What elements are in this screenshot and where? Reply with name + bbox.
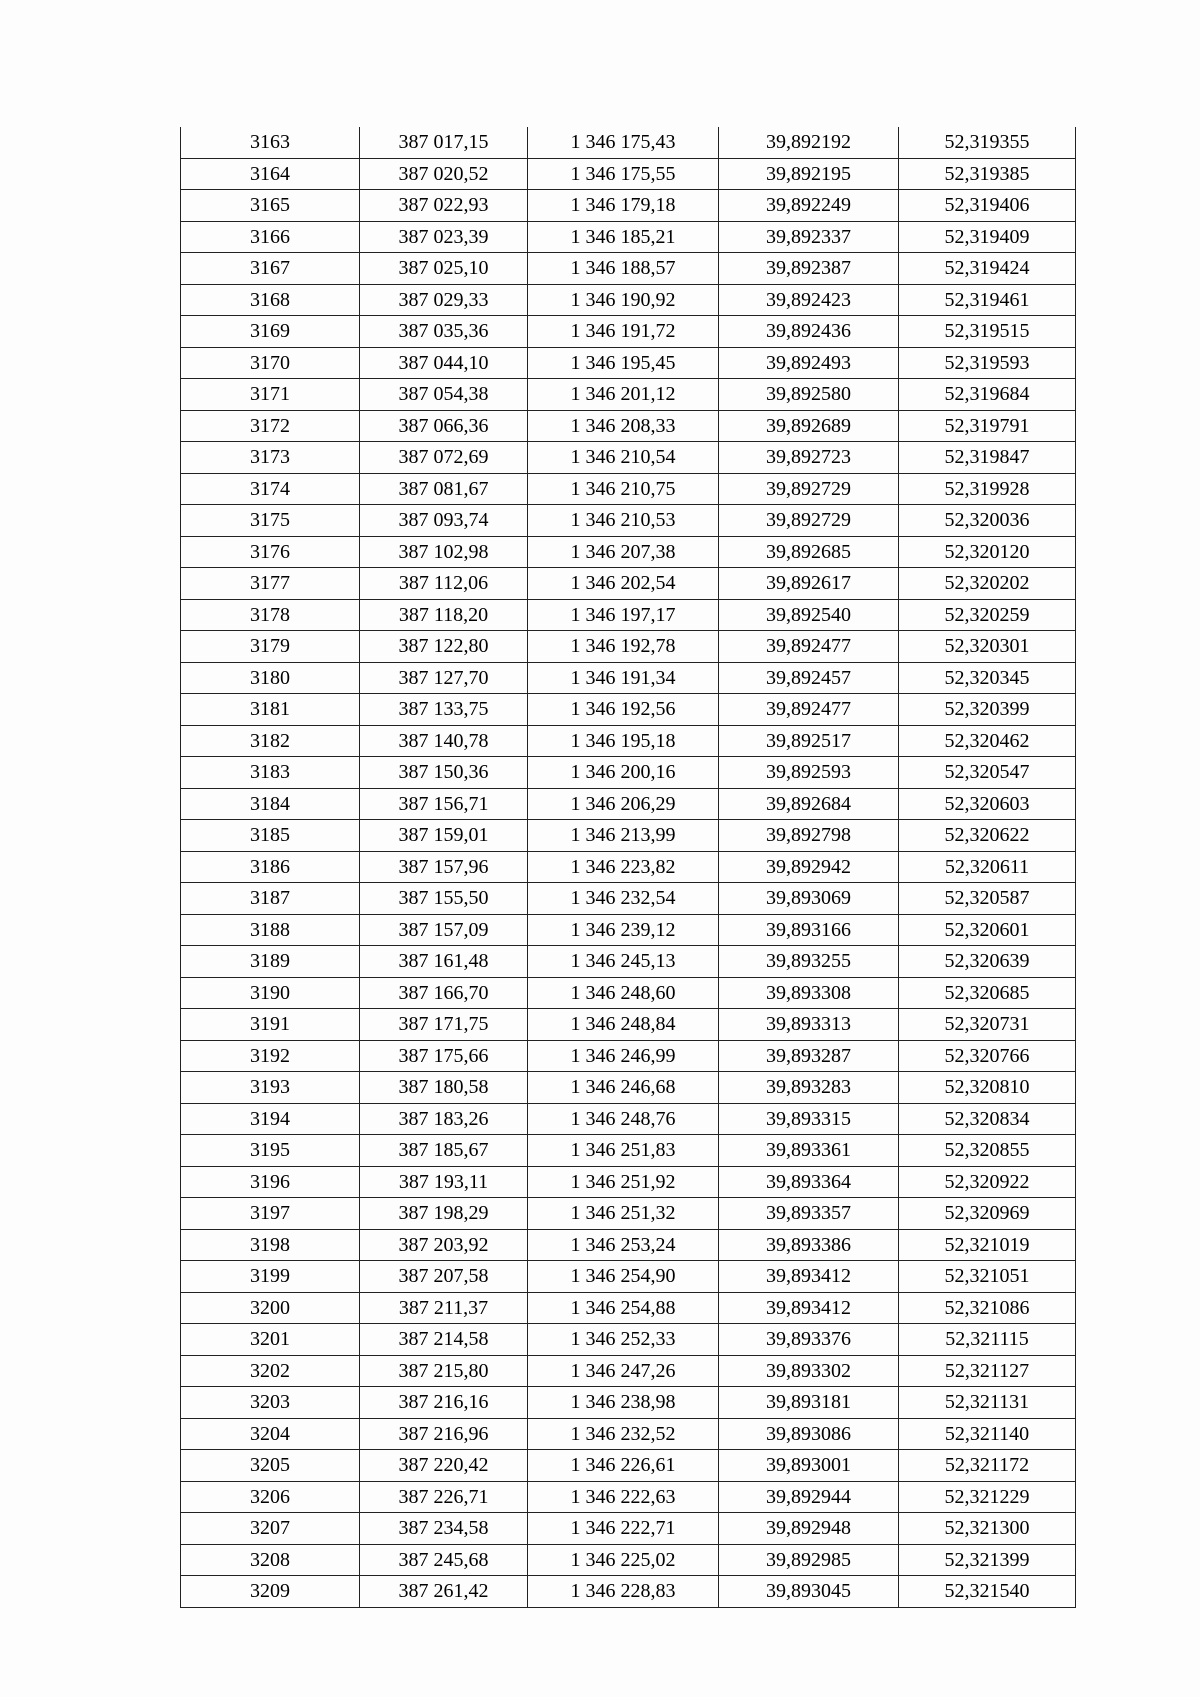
longitude-cell: 39,892729 bbox=[719, 473, 899, 505]
x-coordinate-cell: 387 193,11 bbox=[360, 1166, 528, 1198]
x-coordinate-cell: 387 175,66 bbox=[360, 1040, 528, 1072]
point-number-cell: 3192 bbox=[181, 1040, 360, 1072]
point-number-cell: 3164 bbox=[181, 158, 360, 190]
latitude-cell: 52,320603 bbox=[899, 788, 1076, 820]
x-coordinate-cell: 387 140,78 bbox=[360, 725, 528, 757]
table-row bbox=[181, 1103, 1076, 1135]
table-row bbox=[181, 347, 1076, 379]
y-coordinate-cell: 1 346 247,26 bbox=[528, 1355, 719, 1387]
point-number-cell: 3198 bbox=[181, 1229, 360, 1261]
y-coordinate-cell: 1 346 238,98 bbox=[528, 1387, 719, 1419]
y-coordinate-cell: 1 346 179,18 bbox=[528, 190, 719, 222]
y-coordinate-cell: 1 346 251,83 bbox=[528, 1135, 719, 1167]
x-coordinate-cell: 387 127,70 bbox=[360, 662, 528, 694]
point-number-cell: 3203 bbox=[181, 1387, 360, 1419]
latitude-cell: 52,321300 bbox=[899, 1513, 1076, 1545]
latitude-cell: 52,319791 bbox=[899, 410, 1076, 442]
x-coordinate-cell: 387 122,80 bbox=[360, 631, 528, 663]
x-coordinate-cell: 387 198,29 bbox=[360, 1198, 528, 1230]
table-row bbox=[181, 599, 1076, 631]
point-number-cell: 3172 bbox=[181, 410, 360, 442]
y-coordinate-cell: 1 346 197,17 bbox=[528, 599, 719, 631]
point-number-cell: 3182 bbox=[181, 725, 360, 757]
y-coordinate-cell: 1 346 222,63 bbox=[528, 1481, 719, 1513]
longitude-cell: 39,893086 bbox=[719, 1418, 899, 1450]
latitude-cell: 52,320202 bbox=[899, 568, 1076, 600]
table-row bbox=[181, 1387, 1076, 1419]
table-row bbox=[181, 127, 1076, 158]
latitude-cell: 52,320922 bbox=[899, 1166, 1076, 1198]
y-coordinate-cell: 1 346 206,29 bbox=[528, 788, 719, 820]
y-coordinate-cell: 1 346 245,13 bbox=[528, 946, 719, 978]
x-coordinate-cell: 387 166,70 bbox=[360, 977, 528, 1009]
table-row bbox=[181, 1450, 1076, 1482]
table-row bbox=[181, 977, 1076, 1009]
table-row bbox=[181, 1544, 1076, 1576]
longitude-cell: 39,893308 bbox=[719, 977, 899, 1009]
latitude-cell: 52,321086 bbox=[899, 1292, 1076, 1324]
latitude-cell: 52,320345 bbox=[899, 662, 1076, 694]
longitude-cell: 39,892944 bbox=[719, 1481, 899, 1513]
x-coordinate-cell: 387 020,52 bbox=[360, 158, 528, 190]
table-row bbox=[181, 1418, 1076, 1450]
point-number-cell: 3181 bbox=[181, 694, 360, 726]
latitude-cell: 52,321127 bbox=[899, 1355, 1076, 1387]
longitude-cell: 39,893283 bbox=[719, 1072, 899, 1104]
longitude-cell: 39,892457 bbox=[719, 662, 899, 694]
longitude-cell: 39,893412 bbox=[719, 1261, 899, 1293]
y-coordinate-cell: 1 346 191,34 bbox=[528, 662, 719, 694]
point-number-cell: 3189 bbox=[181, 946, 360, 978]
table-row bbox=[181, 505, 1076, 537]
longitude-cell: 39,893364 bbox=[719, 1166, 899, 1198]
point-number-cell: 3191 bbox=[181, 1009, 360, 1041]
table-row bbox=[181, 442, 1076, 474]
longitude-cell: 39,893255 bbox=[719, 946, 899, 978]
latitude-cell: 52,319406 bbox=[899, 190, 1076, 222]
longitude-cell: 39,892948 bbox=[719, 1513, 899, 1545]
table-row bbox=[181, 1166, 1076, 1198]
x-coordinate-cell: 387 159,01 bbox=[360, 820, 528, 852]
longitude-cell: 39,893181 bbox=[719, 1387, 899, 1419]
point-number-cell: 3196 bbox=[181, 1166, 360, 1198]
latitude-cell: 52,319409 bbox=[899, 221, 1076, 253]
point-number-cell: 3199 bbox=[181, 1261, 360, 1293]
x-coordinate-cell: 387 211,37 bbox=[360, 1292, 528, 1324]
x-coordinate-cell: 387 226,71 bbox=[360, 1481, 528, 1513]
longitude-cell: 39,892985 bbox=[719, 1544, 899, 1576]
y-coordinate-cell: 1 346 225,02 bbox=[528, 1544, 719, 1576]
latitude-cell: 52,320601 bbox=[899, 914, 1076, 946]
longitude-cell: 39,892617 bbox=[719, 568, 899, 600]
point-number-cell: 3193 bbox=[181, 1072, 360, 1104]
table-row bbox=[181, 1261, 1076, 1293]
y-coordinate-cell: 1 346 246,99 bbox=[528, 1040, 719, 1072]
x-coordinate-cell: 387 171,75 bbox=[360, 1009, 528, 1041]
latitude-cell: 52,319847 bbox=[899, 442, 1076, 474]
latitude-cell: 52,321140 bbox=[899, 1418, 1076, 1450]
longitude-cell: 39,893376 bbox=[719, 1324, 899, 1356]
x-coordinate-cell: 387 216,16 bbox=[360, 1387, 528, 1419]
table-row bbox=[181, 1481, 1076, 1513]
y-coordinate-cell: 1 346 213,99 bbox=[528, 820, 719, 852]
x-coordinate-cell: 387 207,58 bbox=[360, 1261, 528, 1293]
point-number-cell: 3179 bbox=[181, 631, 360, 663]
x-coordinate-cell: 387 054,38 bbox=[360, 379, 528, 411]
x-coordinate-cell: 387 180,58 bbox=[360, 1072, 528, 1104]
point-number-cell: 3166 bbox=[181, 221, 360, 253]
point-number-cell: 3165 bbox=[181, 190, 360, 222]
point-number-cell: 3178 bbox=[181, 599, 360, 631]
longitude-cell: 39,892493 bbox=[719, 347, 899, 379]
longitude-cell: 39,892942 bbox=[719, 851, 899, 883]
y-coordinate-cell: 1 346 226,61 bbox=[528, 1450, 719, 1482]
table-row bbox=[181, 1009, 1076, 1041]
point-number-cell: 3176 bbox=[181, 536, 360, 568]
y-coordinate-cell: 1 346 232,52 bbox=[528, 1418, 719, 1450]
longitude-cell: 39,893001 bbox=[719, 1450, 899, 1482]
longitude-cell: 39,893287 bbox=[719, 1040, 899, 1072]
table-row bbox=[181, 1198, 1076, 1230]
y-coordinate-cell: 1 346 200,16 bbox=[528, 757, 719, 789]
y-coordinate-cell: 1 346 188,57 bbox=[528, 253, 719, 285]
point-number-cell: 3183 bbox=[181, 757, 360, 789]
table-row bbox=[181, 221, 1076, 253]
point-number-cell: 3186 bbox=[181, 851, 360, 883]
latitude-cell: 52,321019 bbox=[899, 1229, 1076, 1261]
y-coordinate-cell: 1 346 248,60 bbox=[528, 977, 719, 1009]
longitude-cell: 39,892798 bbox=[719, 820, 899, 852]
y-coordinate-cell: 1 346 191,72 bbox=[528, 316, 719, 348]
longitude-cell: 39,892689 bbox=[719, 410, 899, 442]
coordinates-table-body bbox=[181, 127, 1076, 1607]
x-coordinate-cell: 387 029,33 bbox=[360, 284, 528, 316]
y-coordinate-cell: 1 346 252,33 bbox=[528, 1324, 719, 1356]
longitude-cell: 39,893166 bbox=[719, 914, 899, 946]
point-number-cell: 3188 bbox=[181, 914, 360, 946]
x-coordinate-cell: 387 022,93 bbox=[360, 190, 528, 222]
latitude-cell: 52,320036 bbox=[899, 505, 1076, 537]
x-coordinate-cell: 387 155,50 bbox=[360, 883, 528, 915]
x-coordinate-cell: 387 093,74 bbox=[360, 505, 528, 537]
latitude-cell: 52,320855 bbox=[899, 1135, 1076, 1167]
y-coordinate-cell: 1 346 202,54 bbox=[528, 568, 719, 600]
y-coordinate-cell: 1 346 192,78 bbox=[528, 631, 719, 663]
longitude-cell: 39,893313 bbox=[719, 1009, 899, 1041]
x-coordinate-cell: 387 025,10 bbox=[360, 253, 528, 285]
longitude-cell: 39,893361 bbox=[719, 1135, 899, 1167]
longitude-cell: 39,892195 bbox=[719, 158, 899, 190]
coordinates-table bbox=[180, 127, 1076, 1608]
point-number-cell: 3185 bbox=[181, 820, 360, 852]
point-number-cell: 3174 bbox=[181, 473, 360, 505]
table-row bbox=[181, 662, 1076, 694]
latitude-cell: 52,320969 bbox=[899, 1198, 1076, 1230]
latitude-cell: 52,321540 bbox=[899, 1576, 1076, 1608]
latitude-cell: 52,320462 bbox=[899, 725, 1076, 757]
x-coordinate-cell: 387 185,67 bbox=[360, 1135, 528, 1167]
x-coordinate-cell: 387 133,75 bbox=[360, 694, 528, 726]
latitude-cell: 52,319424 bbox=[899, 253, 1076, 285]
point-number-cell: 3202 bbox=[181, 1355, 360, 1387]
table-row bbox=[181, 851, 1076, 883]
x-coordinate-cell: 387 161,48 bbox=[360, 946, 528, 978]
point-number-cell: 3195 bbox=[181, 1135, 360, 1167]
x-coordinate-cell: 387 044,10 bbox=[360, 347, 528, 379]
latitude-cell: 52,319684 bbox=[899, 379, 1076, 411]
table-row bbox=[181, 473, 1076, 505]
x-coordinate-cell: 387 220,42 bbox=[360, 1450, 528, 1482]
x-coordinate-cell: 387 203,92 bbox=[360, 1229, 528, 1261]
latitude-cell: 52,320766 bbox=[899, 1040, 1076, 1072]
point-number-cell: 3173 bbox=[181, 442, 360, 474]
table-row bbox=[181, 914, 1076, 946]
y-coordinate-cell: 1 346 232,54 bbox=[528, 883, 719, 915]
table-row bbox=[181, 1513, 1076, 1545]
table-row bbox=[181, 158, 1076, 190]
longitude-cell: 39,893386 bbox=[719, 1229, 899, 1261]
point-number-cell: 3187 bbox=[181, 883, 360, 915]
x-coordinate-cell: 387 156,71 bbox=[360, 788, 528, 820]
x-coordinate-cell: 387 150,36 bbox=[360, 757, 528, 789]
y-coordinate-cell: 1 346 208,33 bbox=[528, 410, 719, 442]
x-coordinate-cell: 387 157,96 bbox=[360, 851, 528, 883]
y-coordinate-cell: 1 346 223,82 bbox=[528, 851, 719, 883]
x-coordinate-cell: 387 261,42 bbox=[360, 1576, 528, 1608]
latitude-cell: 52,321172 bbox=[899, 1450, 1076, 1482]
latitude-cell: 52,319928 bbox=[899, 473, 1076, 505]
table-row bbox=[181, 631, 1076, 663]
point-number-cell: 3206 bbox=[181, 1481, 360, 1513]
x-coordinate-cell: 387 066,36 bbox=[360, 410, 528, 442]
x-coordinate-cell: 387 035,36 bbox=[360, 316, 528, 348]
y-coordinate-cell: 1 346 210,54 bbox=[528, 442, 719, 474]
point-number-cell: 3194 bbox=[181, 1103, 360, 1135]
point-number-cell: 3175 bbox=[181, 505, 360, 537]
latitude-cell: 52,319515 bbox=[899, 316, 1076, 348]
x-coordinate-cell: 387 214,58 bbox=[360, 1324, 528, 1356]
table-row bbox=[181, 725, 1076, 757]
point-number-cell: 3205 bbox=[181, 1450, 360, 1482]
table-row bbox=[181, 410, 1076, 442]
y-coordinate-cell: 1 346 210,75 bbox=[528, 473, 719, 505]
y-coordinate-cell: 1 346 228,83 bbox=[528, 1576, 719, 1608]
longitude-cell: 39,892593 bbox=[719, 757, 899, 789]
longitude-cell: 39,892517 bbox=[719, 725, 899, 757]
table-row bbox=[181, 757, 1076, 789]
latitude-cell: 52,319355 bbox=[899, 127, 1076, 158]
latitude-cell: 52,320399 bbox=[899, 694, 1076, 726]
x-coordinate-cell: 387 081,67 bbox=[360, 473, 528, 505]
y-coordinate-cell: 1 346 248,84 bbox=[528, 1009, 719, 1041]
latitude-cell: 52,319593 bbox=[899, 347, 1076, 379]
table-row bbox=[181, 788, 1076, 820]
latitude-cell: 52,320834 bbox=[899, 1103, 1076, 1135]
longitude-cell: 39,892423 bbox=[719, 284, 899, 316]
latitude-cell: 52,320259 bbox=[899, 599, 1076, 631]
point-number-cell: 3171 bbox=[181, 379, 360, 411]
table-row bbox=[181, 253, 1076, 285]
y-coordinate-cell: 1 346 251,32 bbox=[528, 1198, 719, 1230]
point-number-cell: 3200 bbox=[181, 1292, 360, 1324]
latitude-cell: 52,319385 bbox=[899, 158, 1076, 190]
table-row bbox=[181, 536, 1076, 568]
point-number-cell: 3163 bbox=[181, 127, 360, 158]
y-coordinate-cell: 1 346 253,24 bbox=[528, 1229, 719, 1261]
longitude-cell: 39,892192 bbox=[719, 127, 899, 158]
point-number-cell: 3167 bbox=[181, 253, 360, 285]
x-coordinate-cell: 387 183,26 bbox=[360, 1103, 528, 1135]
table-row bbox=[181, 1576, 1076, 1608]
point-number-cell: 3204 bbox=[181, 1418, 360, 1450]
table-row bbox=[181, 316, 1076, 348]
y-coordinate-cell: 1 346 190,92 bbox=[528, 284, 719, 316]
y-coordinate-cell: 1 346 246,68 bbox=[528, 1072, 719, 1104]
latitude-cell: 52,321131 bbox=[899, 1387, 1076, 1419]
table-row bbox=[181, 1040, 1076, 1072]
x-coordinate-cell: 387 215,80 bbox=[360, 1355, 528, 1387]
y-coordinate-cell: 1 346 207,38 bbox=[528, 536, 719, 568]
point-number-cell: 3208 bbox=[181, 1544, 360, 1576]
latitude-cell: 52,321051 bbox=[899, 1261, 1076, 1293]
longitude-cell: 39,893357 bbox=[719, 1198, 899, 1230]
y-coordinate-cell: 1 346 254,90 bbox=[528, 1261, 719, 1293]
table-row bbox=[181, 568, 1076, 600]
table-row bbox=[181, 190, 1076, 222]
y-coordinate-cell: 1 346 210,53 bbox=[528, 505, 719, 537]
point-number-cell: 3169 bbox=[181, 316, 360, 348]
latitude-cell: 52,320120 bbox=[899, 536, 1076, 568]
longitude-cell: 39,892477 bbox=[719, 631, 899, 663]
longitude-cell: 39,892337 bbox=[719, 221, 899, 253]
table-row bbox=[181, 946, 1076, 978]
y-coordinate-cell: 1 346 185,21 bbox=[528, 221, 719, 253]
y-coordinate-cell: 1 346 195,18 bbox=[528, 725, 719, 757]
longitude-cell: 39,892249 bbox=[719, 190, 899, 222]
point-number-cell: 3209 bbox=[181, 1576, 360, 1608]
latitude-cell: 52,319461 bbox=[899, 284, 1076, 316]
longitude-cell: 39,892436 bbox=[719, 316, 899, 348]
point-number-cell: 3197 bbox=[181, 1198, 360, 1230]
latitude-cell: 52,320685 bbox=[899, 977, 1076, 1009]
y-coordinate-cell: 1 346 201,12 bbox=[528, 379, 719, 411]
y-coordinate-cell: 1 346 239,12 bbox=[528, 914, 719, 946]
longitude-cell: 39,892580 bbox=[719, 379, 899, 411]
table-row bbox=[181, 284, 1076, 316]
latitude-cell: 52,320810 bbox=[899, 1072, 1076, 1104]
y-coordinate-cell: 1 346 175,55 bbox=[528, 158, 719, 190]
latitude-cell: 52,320301 bbox=[899, 631, 1076, 663]
point-number-cell: 3177 bbox=[181, 568, 360, 600]
y-coordinate-cell: 1 346 251,92 bbox=[528, 1166, 719, 1198]
table-row bbox=[181, 379, 1076, 411]
y-coordinate-cell: 1 346 175,43 bbox=[528, 127, 719, 158]
table-row bbox=[181, 1292, 1076, 1324]
longitude-cell: 39,892540 bbox=[719, 599, 899, 631]
table-row bbox=[181, 1229, 1076, 1261]
table-row bbox=[181, 820, 1076, 852]
y-coordinate-cell: 1 346 222,71 bbox=[528, 1513, 719, 1545]
longitude-cell: 39,893412 bbox=[719, 1292, 899, 1324]
table-row bbox=[181, 883, 1076, 915]
x-coordinate-cell: 387 072,69 bbox=[360, 442, 528, 474]
longitude-cell: 39,892477 bbox=[719, 694, 899, 726]
point-number-cell: 3190 bbox=[181, 977, 360, 1009]
latitude-cell: 52,320611 bbox=[899, 851, 1076, 883]
point-number-cell: 3168 bbox=[181, 284, 360, 316]
longitude-cell: 39,893045 bbox=[719, 1576, 899, 1608]
x-coordinate-cell: 387 017,15 bbox=[360, 127, 528, 158]
x-coordinate-cell: 387 216,96 bbox=[360, 1418, 528, 1450]
longitude-cell: 39,892729 bbox=[719, 505, 899, 537]
point-number-cell: 3184 bbox=[181, 788, 360, 820]
longitude-cell: 39,892684 bbox=[719, 788, 899, 820]
longitude-cell: 39,893069 bbox=[719, 883, 899, 915]
longitude-cell: 39,892723 bbox=[719, 442, 899, 474]
table-row bbox=[181, 1355, 1076, 1387]
longitude-cell: 39,893315 bbox=[719, 1103, 899, 1135]
latitude-cell: 52,320622 bbox=[899, 820, 1076, 852]
point-number-cell: 3180 bbox=[181, 662, 360, 694]
table-row bbox=[181, 1072, 1076, 1104]
latitude-cell: 52,321229 bbox=[899, 1481, 1076, 1513]
latitude-cell: 52,320639 bbox=[899, 946, 1076, 978]
y-coordinate-cell: 1 346 248,76 bbox=[528, 1103, 719, 1135]
x-coordinate-cell: 387 157,09 bbox=[360, 914, 528, 946]
point-number-cell: 3207 bbox=[181, 1513, 360, 1545]
x-coordinate-cell: 387 245,68 bbox=[360, 1544, 528, 1576]
x-coordinate-cell: 387 023,39 bbox=[360, 221, 528, 253]
y-coordinate-cell: 1 346 192,56 bbox=[528, 694, 719, 726]
y-coordinate-cell: 1 346 254,88 bbox=[528, 1292, 719, 1324]
table-row bbox=[181, 1135, 1076, 1167]
latitude-cell: 52,320731 bbox=[899, 1009, 1076, 1041]
point-number-cell: 3170 bbox=[181, 347, 360, 379]
x-coordinate-cell: 387 102,98 bbox=[360, 536, 528, 568]
latitude-cell: 52,320587 bbox=[899, 883, 1076, 915]
x-coordinate-cell: 387 112,06 bbox=[360, 568, 528, 600]
longitude-cell: 39,892685 bbox=[719, 536, 899, 568]
latitude-cell: 52,321399 bbox=[899, 1544, 1076, 1576]
y-coordinate-cell: 1 346 195,45 bbox=[528, 347, 719, 379]
longitude-cell: 39,893302 bbox=[719, 1355, 899, 1387]
point-number-cell: 3201 bbox=[181, 1324, 360, 1356]
table-row bbox=[181, 694, 1076, 726]
x-coordinate-cell: 387 234,58 bbox=[360, 1513, 528, 1545]
longitude-cell: 39,892387 bbox=[719, 253, 899, 285]
x-coordinate-cell: 387 118,20 bbox=[360, 599, 528, 631]
table-row bbox=[181, 1324, 1076, 1356]
latitude-cell: 52,321115 bbox=[899, 1324, 1076, 1356]
latitude-cell: 52,320547 bbox=[899, 757, 1076, 789]
